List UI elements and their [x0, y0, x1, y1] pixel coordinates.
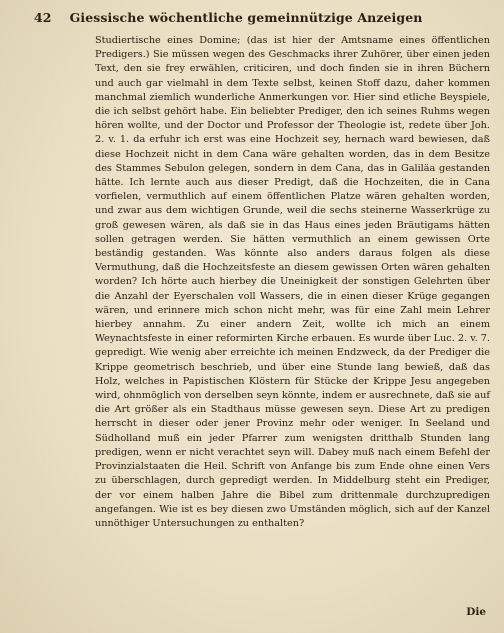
catchword: Die	[466, 606, 486, 618]
body-text-block	[95, 34, 490, 531]
page-header	[34, 10, 484, 28]
page-number: 42	[34, 10, 52, 25]
body-paragraph: Studiertische eines Domine; (das ist hier der Amtsname eines öffentlichen Predigers.) Sie müssen wegen des Geschmacks ihrer Zuhörer, über einen jeden Text, den sie frey erwählen, criticiren, und doch finden sie in ihren Büchern und auch gar vielmahl in dem Texte selbst, keinen Stoff dazu, daher kommen manchmal ziemlich wunderliche Anmerkungen vor. Hier sind etliche Beyspiele, die ich selbst gehört habe. Ein beliebter Prediger, den ich seines Ruhms wegen hören wollte, und der Doctor und Professor der Theologie ist, redete über Joh. 2. v. 1. da erfuhr ich erst was eine Hochzeit sey, hernach ward bewiesen, daß diese Hochzeit nicht in dem Cana wäre gehalten worden, das in dem Besitze des Stammes Sebulon gelegen, sondern in dem Cana, das in Galiläa gestanden hätte. Ich lernte auch aus dieser Predigt, daß die Hochzeiten, die in Cana vorfielen, vermuthlich auf einem öffentlichen Platze wären gehalten worden, und zwar aus dem wichtigen Grunde, weil die sechs steinerne Wasserkrüge zu groß gewesen wären, als daß sie in das Haus eines jeden Bräutigams hätten sollen getragen werden. Sie hätten vermuthlich an einem gewissen Orte beständig gestanden. Was könnte also anders daraus folgen als diese Vermuthung, daß die Hochzeitsfeste an diesem gewissen Orten wären gehalten worden? Ich hörte auch hierbey die Uneinigkeit der sonstigen Gelehrten über die Anzahl der Eyerschalen voll Wassers, die in einen dieser Krüge gegangen wären, und erinnere mich schon nicht mehr, was für eine Zahl mein Lehrer hierbey annahm. Zu einer andern Zeit, wollte ich mich an einem Weynachtsfeste in einer reformirten Kirche erbauen. Es wurde über Luc. 2. v. 7. gepredigt. Wie wenig aber erreichte ich meinen Endzweck, da der Prediger die Krippe geometrisch beschrieb, und über eine Stunde lang bewieß, daß das Holz, welches in Papistischen Klöstern für Stücke der Krippe Jesu angegeben wird, ohnmöglich von derselben seyn könnte, indem er ausrechnete, daß sie auf die Art größer als ein Stadthaus müsse gewesen seyn. Diese Art zu predigen herrscht in dieser oder jener Provinz mehr oder weniger. In Seeland und Südholland muß ein jeder Pfarrer zum wenigsten dritthalb Stunden lang predigen, wenn er nicht verachtet seyn will. Dabey muß nach einem Befehl der Provinzialstaaten die Heil. Schrift von Anfange bis zum Ende ohne einen Vers zu überschlagen, durch gepredigt werden. In Middelburg steht ein Prediger, der vor einem halben Jahre die Bibel zum drittenmale durchzupredigen angefangen. Wie ist es bey diesen zwo Umständen möglich, sich auf der Kanzel unnöthiger Untersuchungen zu enthalten?	[95, 35, 490, 529]
running-title: Giessische wöchentliche gemeinnützige Anzeigen	[69, 10, 423, 25]
